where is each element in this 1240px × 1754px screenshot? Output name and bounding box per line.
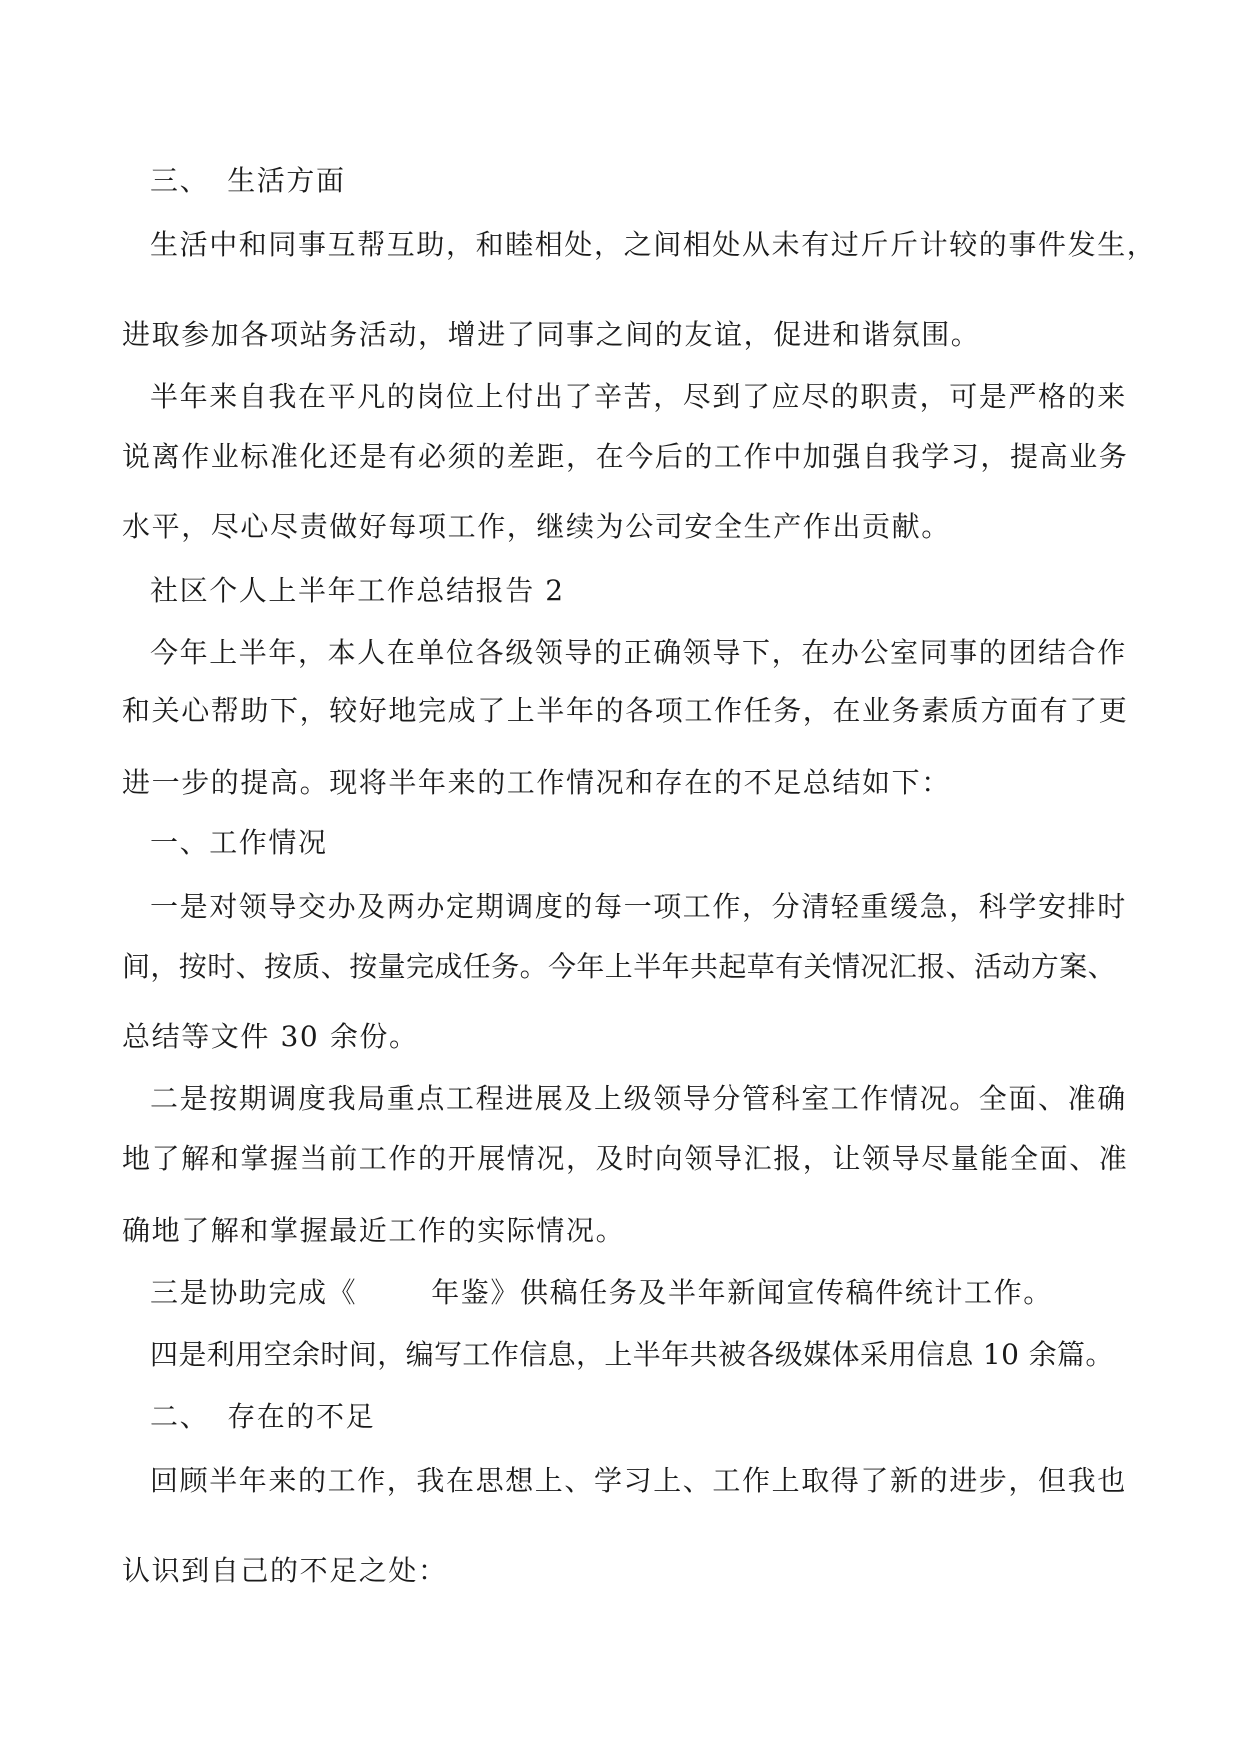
paragraph-line: 生活中和同事互帮互助，和睦相处，之间相处从未有过斤斤计较的事件发生， bbox=[150, 228, 1157, 261]
paragraph-line-with-blank bbox=[150, 1276, 1053, 1310]
paragraph-line: 认识到自己的不足之处： bbox=[122, 1554, 448, 1587]
report-title: 社区个人上半年工作总结报告 2 bbox=[150, 574, 565, 607]
paragraph-line: 四是利用空余时间，编写工作信息，上半年共被各级媒体采用信息 10 余篇。 bbox=[150, 1338, 1114, 1371]
line-end: 年鉴》供稿任务及半年新闻宣传稿件统计工作。 bbox=[431, 1276, 1053, 1309]
paragraph-line: 水平，尽心尽责做好每项工作，继续为公司安全生产作出贡献。 bbox=[122, 510, 951, 543]
paragraph-line: 今年上半年，本人在单位各级领导的正确领导下，在办公室同事的团结合作 bbox=[150, 636, 1127, 669]
paragraph-line: 一是对领导交办及两办定期调度的每一项工作，分清轻重缓急，科学安排时 bbox=[150, 890, 1127, 923]
paragraph-line: 进取参加各项站务活动，增进了同事之间的友谊，促进和谐氛围。 bbox=[122, 318, 981, 351]
line-start: 三是协助完成《 bbox=[150, 1276, 358, 1309]
paragraph-line: 确地了解和掌握最近工作的实际情况。 bbox=[122, 1214, 626, 1247]
paragraph-line: 半年来自我在平凡的岗位上付出了辛苦，尽到了应尽的职责，可是严格的来 bbox=[150, 380, 1127, 413]
paragraph-line: 间，按时、按质、按量完成任务。今年上半年共起草有关情况汇报、活动方案、 bbox=[122, 950, 1117, 983]
section-number: 三、 bbox=[150, 164, 210, 197]
paragraph-line: 进一步的提高。现将半年来的工作情况和存在的不足总结如下： bbox=[122, 766, 951, 799]
paragraph-line: 地了解和掌握当前工作的开展情况，及时向领导汇报，让领导尽量能全面、准 bbox=[122, 1142, 1129, 1175]
section-heading-1: 一、工作情况 bbox=[150, 826, 328, 859]
section-number: 二、 bbox=[150, 1400, 210, 1433]
paragraph-line: 总结等文件 30 余份。 bbox=[122, 1020, 419, 1053]
section-heading-2 bbox=[150, 1400, 375, 1434]
paragraph-line: 二是按期调度我局重点工程进展及上级领导分管科室工作情况。全面、准确 bbox=[150, 1082, 1127, 1115]
paragraph-line: 说离作业标准化还是有必须的差距，在今后的工作中加强自我学习，提高业务 bbox=[122, 440, 1129, 473]
paragraph-line: 和关心帮助下，较好地完成了上半年的各项工作任务，在业务素质方面有了更 bbox=[122, 694, 1129, 727]
section-title: 存在的不足 bbox=[227, 1400, 376, 1433]
section-heading-3 bbox=[150, 164, 346, 198]
paragraph-line: 回顾半年来的工作，我在思想上、学习上、工作上取得了新的进步，但我也 bbox=[150, 1464, 1127, 1497]
section-title: 生活方面 bbox=[227, 164, 346, 197]
